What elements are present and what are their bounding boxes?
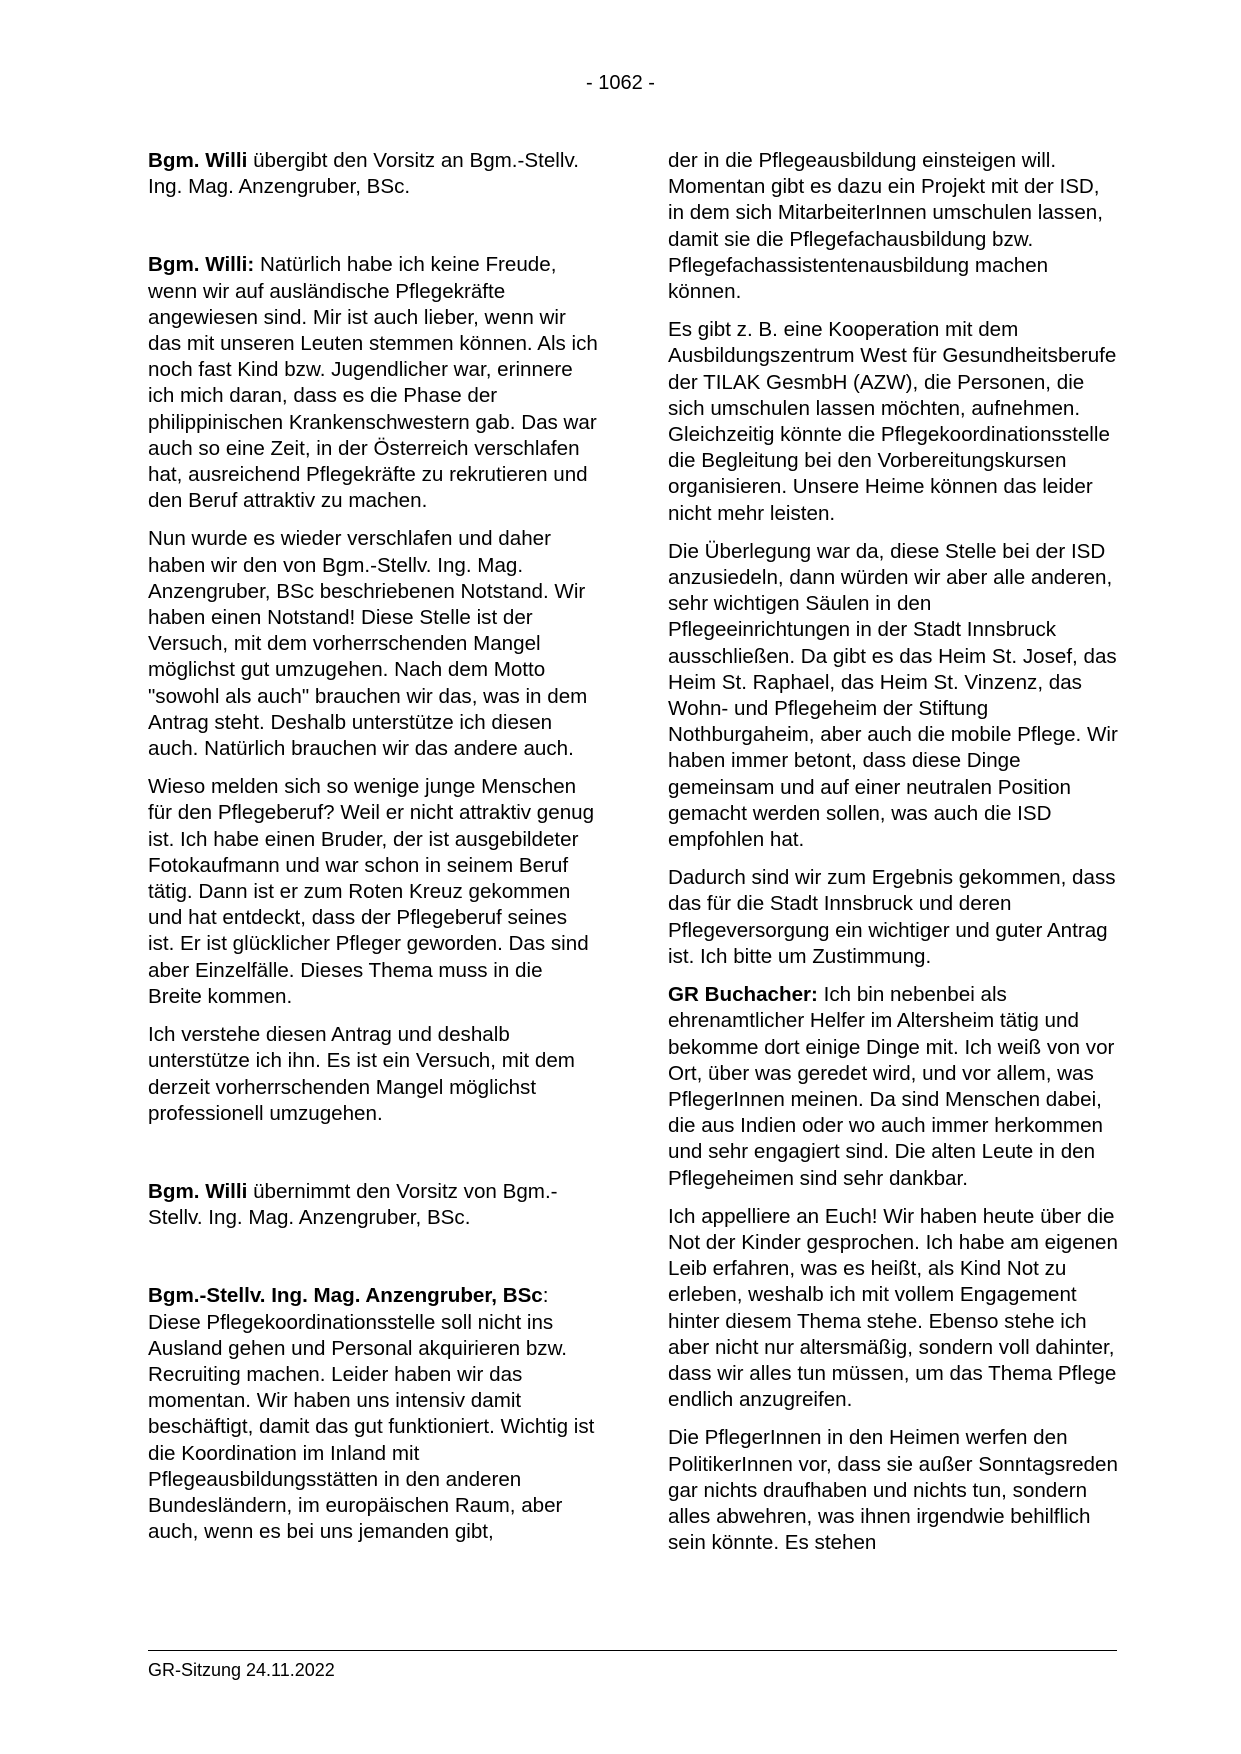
paragraph [668,317,1118,527]
paragraph [148,1179,598,1231]
paragraph-text: Es gibt z. B. eine Kooperation mit dem Ausbildungszentrum West für Gesundheitsberufe der TILAK GesmbH (AZW), die Personen, die sich umschulen lassen möchten, aufnehmen. Gleichzeitig könnte die Pflegekoordinationsstelle die Begleitung bei den Vorbereitungskursen organisieren. Unsere Heime können das leider nicht mehr leisten. [668,318,1117,525]
paragraph-text: übernimmt den Vorsitz von Bgm.-Stellv. Ing. Mag. Anzengruber, BSc. [148,1179,558,1230]
paragraph-text: Nun wurde es wieder verschlafen und daher haben wir den von Bgm.-Stellv. Ing. Mag. Anzengruber, BSc beschriebenen Notstand. Wir haben einen Notstand! Diese Stelle ist der Versuch, mit dem vorherrschenden Mangel möglichst gut umzugehen. Nach dem Motto "sowohl als auch" brauchen wir das, was in dem Antrag steht. Deshalb unterstütze ich diesen auch. Natürlich brauchen wir das andere auch. [148,527,588,761]
footer-session-label: GR-Sitzung 24.11.2022 [148,1660,335,1680]
paragraph-text: Dadurch sind wir zum Ergebnis gekommen, dass das für die Stadt Innsbruck und deren Pflegeversorgung ein wichtiger und guter Antrag ist. Ich bitte um Zustimmung. [668,866,1116,968]
paragraph-text: der in die Pflegeausbildung einsteigen will. Momentan gibt es dazu ein Projekt mit der ISD, in dem sich MitarbeiterInnen umschulen lassen, damit sie die Pflegefachausbildung bzw. Pflegefachassistentenausbildung machen können. [668,149,1103,304]
footer-divider [148,1650,1117,1651]
speaker-name: Bgm.-Stellv. Ing. Mag. Anzengruber, BSc [148,1284,543,1308]
paragraph [148,1283,598,1545]
paragraph [148,252,598,514]
paragraph-text: Ich verstehe diesen Antrag und deshalb unterstütze ich ihn. Es ist ein Versuch, mit dem derzeit vorherrschenden Mangel möglichst professionell umzugehen. [148,1023,575,1125]
paragraph [148,148,598,200]
right-column [668,148,1118,1568]
speaker-name: Bgm. Willi [148,1179,248,1203]
paragraph [668,1204,1118,1414]
paragraph-text: Die Überlegung war da, diese Stelle bei der ISD anzusiedeln, dann würden wir aber alle anderen, sehr wichtigen Säulen in den Pflegeeinrichtungen in der Stadt Innsbruck ausschließen. Da gibt es das Heim St. Josef, das Heim St. Raphael, das Heim St. Vinzenz, das Wohn- und Pflegeheim der Stiftung Nothburgaheim, aber auch die mobile Pflege. Wir haben immer betont, dass diese Dinge gemeinsam und auf einer neutralen Position gemacht werden sollen, was auch die ISD empfohlen hat. [668,539,1118,852]
paragraph-text: Ich appelliere an Euch! Wir haben heute über die Not der Kinder gesprochen. Ich habe am eigenen Leib erfahren, was es heißt, als Kind Not zu erleben, weshalb ich mit vollem Engagement hinter diesem Thema stehe. Ebenso stehe ich aber nicht nur altersmäßig, sondern voll dahinter, dass wir alles tun müssen, um das Thema Pflege endlich anzugreifen. [668,1204,1118,1412]
paragraph-text: Natürlich habe ich keine Freude, wenn wir auf ausländische Pflegekräfte angewiesen sind. Mir ist auch lieber, wenn wir das mit unseren Leuten stemmen können. Als ich noch fast Kind bzw. Jugendlicher war, erinnere ich mich daran, dass es die Phase der philippinischen Krankenschwestern gab. Das war auch so eine Zeit, in der Österreich verschlafen hat, ausreichend Pflegekräfte zu rekrutieren und den Beruf attraktiv zu machen. [148,253,598,513]
paragraph-text: : Diese Pflegekoordinationsstelle soll nicht ins Ausland gehen und Personal akquirieren bzw. Recruiting machen. Leider haben wir das momentan. Wir haben uns intensiv damit beschäftigt, damit das gut funktioniert. Wichtig ist die Koordination im Inland mit Pflegeausbildungsstätten in den anderen Bundesländern, im europäischen Raum, aber auch, wenn es bei uns jemanden gibt, [148,1284,595,1544]
speaker-name: GR Buchacher: [668,983,818,1007]
paragraph [148,774,598,1010]
paragraph [148,1022,598,1127]
left-column [148,148,598,1557]
speaker-name: Bgm. Willi [148,149,248,172]
paragraph [668,1425,1118,1556]
page-number: - 1062 - [586,72,655,94]
paragraph [668,148,1118,305]
paragraph-text: Die PflegerInnen in den Heimen werfen den PolitikerInnen vor, dass sie außer Sonntagsreden gar nichts draufhaben und nichts tun, sondern alles abwehren, was ihnen irgendwie behilflich sein könnte. Es stehen [668,1426,1118,1555]
paragraph [148,526,598,762]
paragraph [668,982,1118,1192]
paragraph [668,865,1118,970]
paragraph-text: Wieso melden sich so wenige junge Menschen für den Pflegeberuf? Weil er nicht attraktiv genug ist. Ich habe einen Bruder, der ist ausgebildeter Fotokaufmann und war schon in seinem Beruf tätig. Dann ist er zum Roten Kreuz gekommen und hat entdeckt, dass der Pflegeberuf seines ist. Er ist glücklicher Pfleger geworden. Das sind aber Einzelfälle. Dieses Thema muss in die Breite kommen. [148,775,595,1008]
paragraph [668,539,1118,853]
speaker-name: Bgm. Willi: [148,253,255,277]
paragraph-text: Ich bin nebenbei als ehrenamtlicher Helfer im Altersheim tätig und bekomme dort einige Dinge mit. Ich weiß von vor Ort, über was geredet wird, und vor allem, was PflegerInnen meinen. Da sind Menschen dabei, die aus Indien oder wo auch immer herkommen und sehr engagiert sind. Die alten Leute in den Pflegeheimen sind sehr dankbar. [668,983,1115,1190]
paragraph-text: übergibt den Vorsitz an Bgm.-Stellv. Ing. Mag. Anzengruber, BSc. [148,149,579,199]
